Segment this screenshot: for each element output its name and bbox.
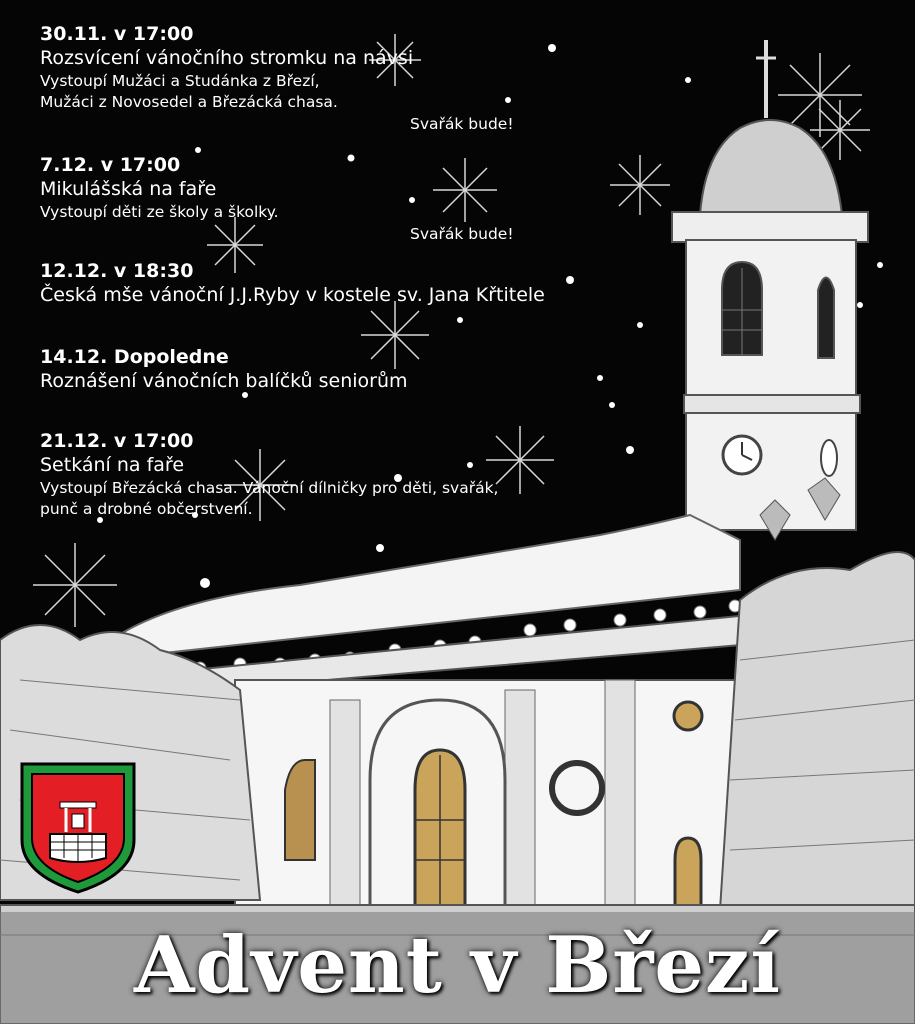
event-2: [40, 153, 514, 245]
event-title: Česká mše vánoční J.J.Ryby v kostele sv. Jana Křtitele: [40, 284, 545, 306]
event-date: 12.12. v 18:30: [40, 260, 194, 282]
event-desc-line: Vystoupí Březácká chasa. Vánoční dílničky pro děti, svařák,: [40, 479, 499, 497]
poster-title: Advent v Březí: [134, 920, 781, 1011]
event-4: [40, 345, 408, 394]
event-5: [40, 429, 498, 520]
event-title: Setkání na faře: [40, 454, 185, 476]
coat-of-arms-icon: [20, 762, 136, 894]
event-title: Roznášení vánočních balíčků seniorům: [40, 370, 408, 392]
event-date: 7.12. v 17:00: [40, 154, 181, 176]
event-desc-line: Mužáci z Novosedel a Březácká chasa.: [40, 93, 338, 111]
event-note: Svařák bude!: [410, 225, 514, 243]
church-tower: [672, 40, 868, 540]
event-date: 14.12. Dopoledne: [40, 346, 229, 368]
event-3: [40, 259, 545, 308]
event-date: 21.12. v 17:00: [40, 430, 194, 452]
event-desc-line: Vystoupí Mužáci a Studánka z Březí,: [40, 72, 320, 90]
event-1: [40, 22, 514, 135]
event-note: Svařák bude!: [410, 115, 514, 133]
event-desc-line: punč a drobné občerstvení.: [40, 500, 253, 518]
event-date: 30.11. v 17:00: [40, 23, 194, 45]
event-title: Rozsvícení vánočního stromku na návsi: [40, 47, 414, 69]
event-title: Mikulášská na faře: [40, 178, 217, 200]
event-desc-line: Vystoupí děti ze školy a školky.: [40, 203, 279, 221]
